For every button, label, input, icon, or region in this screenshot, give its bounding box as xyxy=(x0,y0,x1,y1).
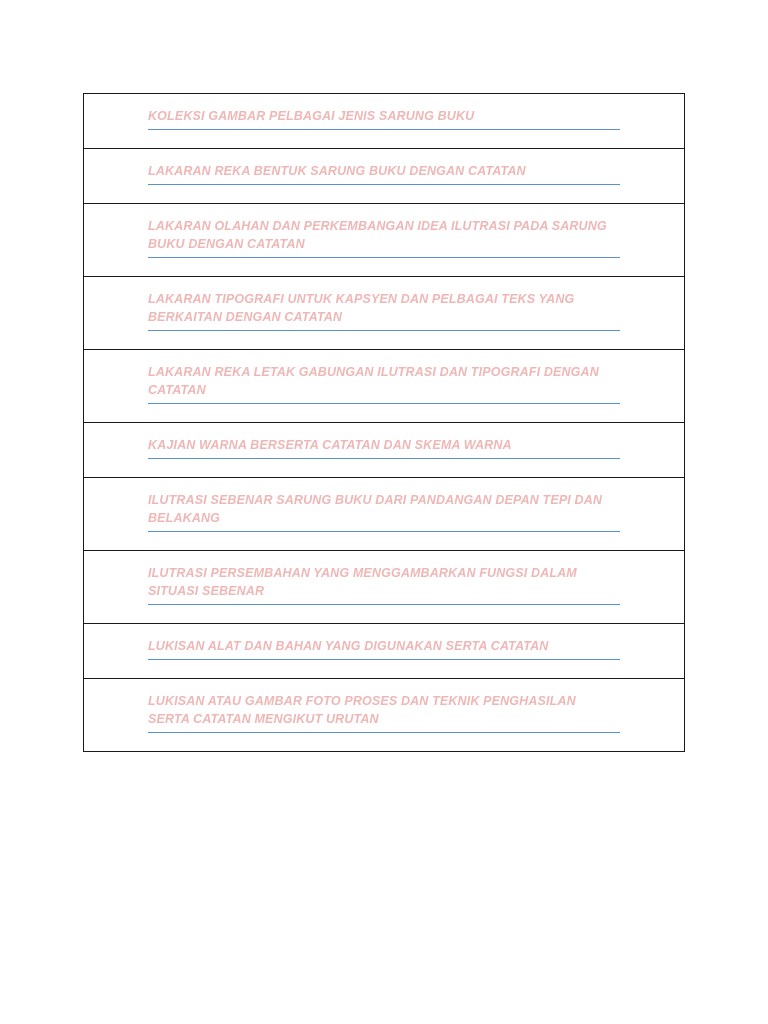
table-row xyxy=(84,624,684,679)
underline xyxy=(148,403,620,404)
row-text: LUKISAN ATAU GAMBAR FOTO PROSES DAN TEKNIK PENGHASILAN SERTA CATATAN MENGIKUT URUTAN xyxy=(148,694,576,726)
underline xyxy=(148,659,620,660)
row-text: ILUTRASI PERSEMBAHAN YANG MENGGAMBARKAN FUNGSI DALAM SITUASI SEBENAR xyxy=(148,566,577,598)
table-row xyxy=(84,551,684,624)
row-text: LAKARAN REKA BENTUK SARUNG BUKU DENGAN CATATAN xyxy=(148,164,526,178)
row-text: ILUTRASI SEBENAR SARUNG BUKU DARI PANDANGAN DEPAN TEPI DAN BELAKANG xyxy=(148,493,603,525)
table-row xyxy=(84,94,684,149)
row-text: LAKARAN TIPOGRAFI UNTUK KAPSYEN DAN PELBAGAI TEKS YANG BERKAITAN DENGAN CATATAN xyxy=(148,292,575,324)
row-text: LAKARAN OLAHAN DAN PERKEMBANGAN IDEA ILUTRASI PADA SARUNG BUKU DENGAN CATATAN xyxy=(148,219,607,251)
row-text: LUKISAN ALAT DAN BAHAN YANG DIGUNAKAN SERTA CATATAN xyxy=(148,639,549,653)
row-text: KAJIAN WARNA BERSERTA CATATAN DAN SKEMA WARNA xyxy=(148,438,512,452)
underline xyxy=(148,732,620,733)
underline xyxy=(148,184,620,185)
table-row xyxy=(84,277,684,350)
table-row xyxy=(84,350,684,423)
row-text: KOLEKSI GAMBAR PELBAGAI JENIS SARUNG BUKU xyxy=(148,109,475,123)
checklist-table xyxy=(83,93,685,752)
underline xyxy=(148,129,620,130)
table-row xyxy=(84,478,684,551)
table-row xyxy=(84,149,684,204)
table-row xyxy=(84,423,684,478)
underline xyxy=(148,604,620,605)
underline xyxy=(148,257,620,258)
row-text: LAKARAN REKA LETAK GABUNGAN ILUTRASI DAN TIPOGRAFI DENGAN CATATAN xyxy=(148,365,599,397)
underline xyxy=(148,458,620,459)
underline xyxy=(148,531,620,532)
underline xyxy=(148,330,620,331)
table-row xyxy=(84,679,684,752)
table-row xyxy=(84,204,684,277)
